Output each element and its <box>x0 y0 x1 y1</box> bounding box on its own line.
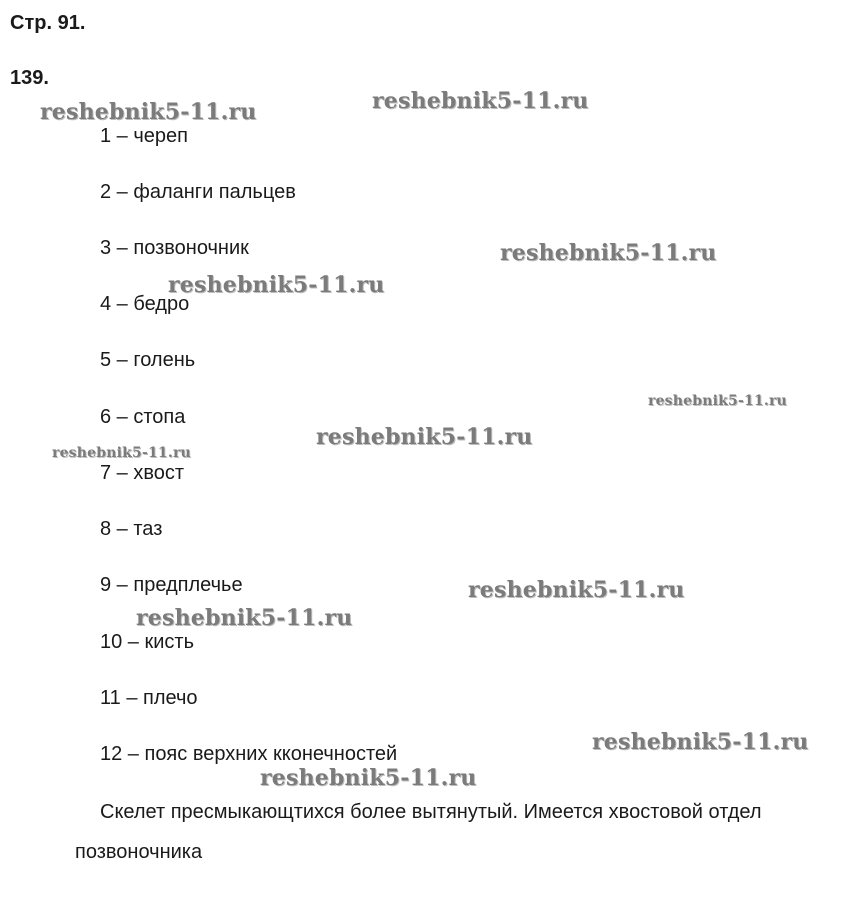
watermark: reshebnik5-11.ru <box>168 272 385 298</box>
answer-item-2: 2 – фаланги пальцев <box>100 181 296 203</box>
task-number: 139. <box>10 67 49 89</box>
watermark: reshebnik5-11.ru <box>500 240 717 266</box>
answer-item-9: 9 – предплечье <box>100 574 243 596</box>
watermark: reshebnik5-11.ru <box>52 445 191 461</box>
watermark: reshebnik5-11.ru <box>136 605 353 631</box>
page-number: Стр. 91. <box>10 12 86 34</box>
answer-item-11: 11 – плечо <box>100 687 198 709</box>
answer-item-4: 4 – бедро <box>100 293 190 315</box>
watermark: reshebnik5-11.ru <box>260 765 477 791</box>
answer-item-5: 5 – голень <box>100 349 196 371</box>
answer-item-8: 8 – таз <box>100 518 163 540</box>
conclusion-line-1: Скелет пресмыкающтихся более вытянутый. Имеется хвостовой отдел <box>100 801 762 823</box>
watermark: reshebnik5-11.ru <box>372 88 589 114</box>
watermark: reshebnik5-11.ru <box>468 577 685 603</box>
answer-item-6: 6 – стопа <box>100 406 186 428</box>
watermark: reshebnik5-11.ru <box>316 424 533 450</box>
watermark: reshebnik5-11.ru <box>592 729 809 755</box>
answer-item-12: 12 – пояс верхних кконечностей <box>100 743 398 765</box>
conclusion-line-2: позвоночника <box>75 841 203 863</box>
watermark: reshebnik5-11.ru <box>40 99 257 125</box>
answer-item-1: 1 – череп <box>100 125 188 147</box>
answer-item-7: 7 – хвост <box>100 462 185 484</box>
answer-item-3: 3 – позвоночник <box>100 237 249 259</box>
answer-item-10: 10 – кисть <box>100 631 194 653</box>
watermark: reshebnik5-11.ru <box>648 393 787 409</box>
